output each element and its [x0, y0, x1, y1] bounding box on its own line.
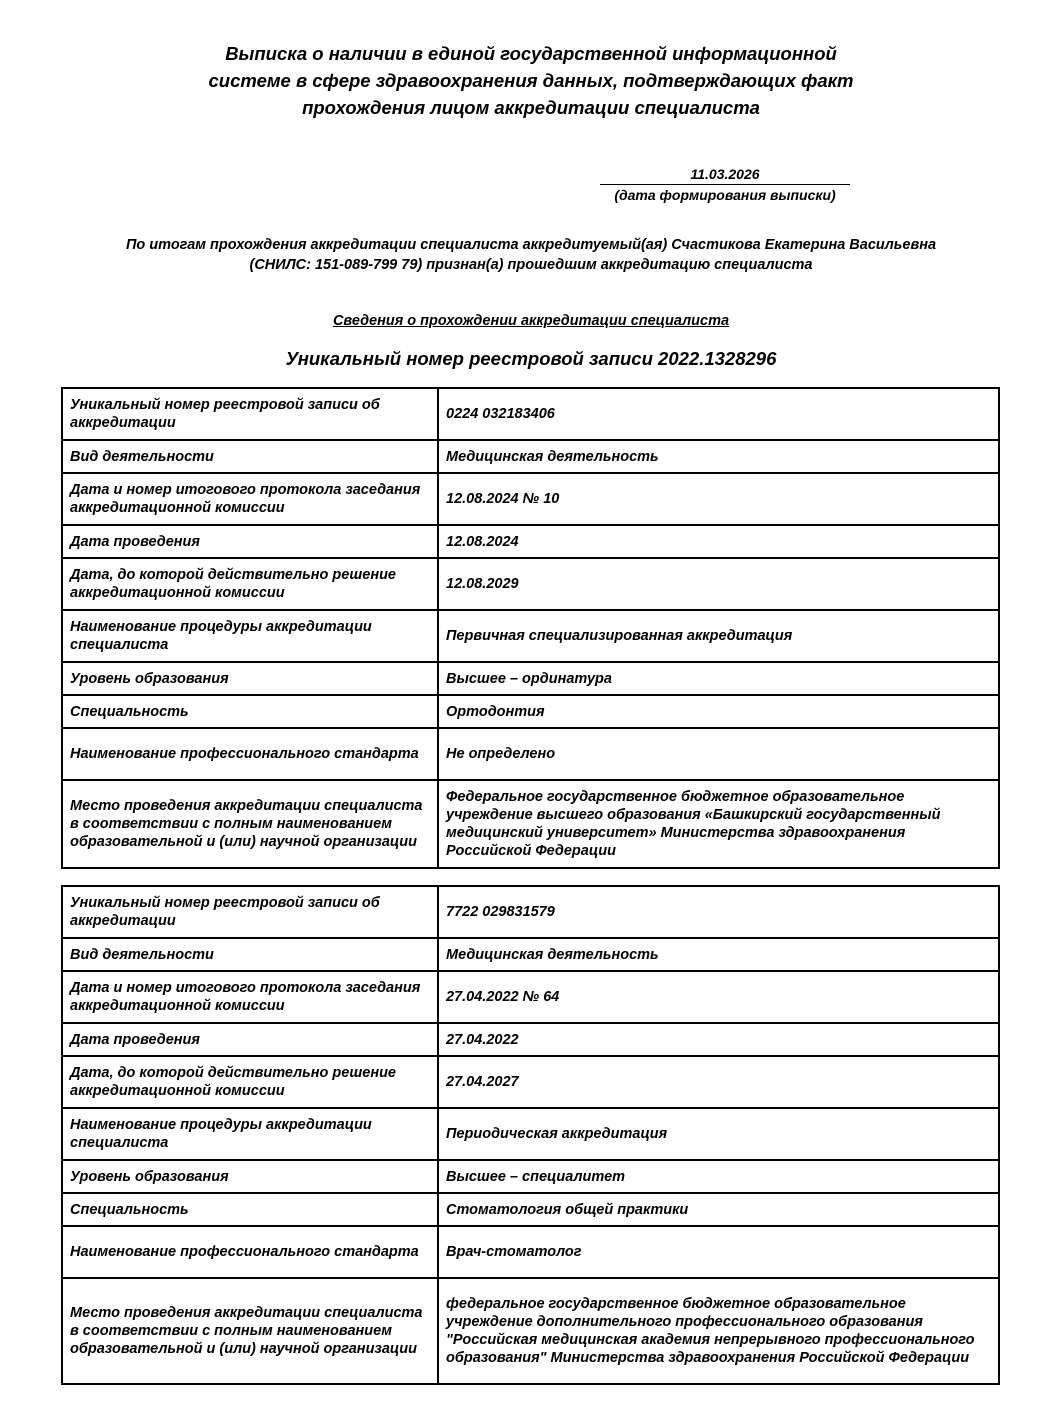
- table-row: [62, 473, 999, 525]
- intro-line: По итогам прохождения аккредитации специалиста аккредитуемый(ая) Счастикова Екатерина Васильевна: [125, 237, 937, 253]
- field-value: Высшее – специалитет: [438, 1160, 999, 1193]
- field-label: Вид деятельности: [62, 440, 438, 473]
- field-label: Дата, до которой действительно решение аккредитационной комиссии: [62, 1056, 438, 1108]
- field-value: Ортодонтия: [438, 695, 999, 728]
- title-line: Выписка о наличии в единой государственной информационной: [225, 43, 837, 64]
- field-label: Дата проведения: [62, 525, 438, 558]
- field-value: 7722 029831579: [438, 886, 999, 938]
- field-label: Наименование процедуры аккредитации специалиста: [62, 610, 438, 662]
- table-row: [62, 388, 999, 440]
- extract-date-block: [600, 164, 850, 205]
- field-label: Дата и номер итогового протокола заседания аккредитационной комиссии: [62, 971, 438, 1023]
- field-label: Вид деятельности: [62, 938, 438, 971]
- field-label: Специальность: [62, 695, 438, 728]
- table-row: [62, 728, 999, 780]
- field-value: Врач-стоматолог: [438, 1226, 999, 1278]
- field-value: Медицинская деятельность: [438, 440, 999, 473]
- extract-date: 11.03.2026: [600, 164, 850, 185]
- field-label: Наименование процедуры аккредитации специалиста: [62, 1108, 438, 1160]
- table-row: [62, 525, 999, 558]
- table-row: [62, 610, 999, 662]
- registry-number: Уникальный номер реестровой записи 2022.1328296: [285, 348, 777, 369]
- field-label: Уникальный номер реестровой записи об аккредитации: [62, 388, 438, 440]
- intro-paragraph: [40, 235, 1022, 275]
- table-row: [62, 558, 999, 610]
- field-label: Наименование профессионального стандарта: [62, 728, 438, 780]
- field-label: Место проведения аккредитации специалиста в соответствии с полным наименованием образовательной и (или) научной организации: [62, 780, 438, 868]
- accreditation-record-table: [61, 885, 1000, 1385]
- field-value: Высшее – ординатура: [438, 662, 999, 695]
- field-label: Место проведения аккредитации специалиста в соответствии с полным наименованием образовательной и (или) научной организации: [62, 1278, 438, 1384]
- accreditation-record-table: [61, 387, 1000, 869]
- table-row: [62, 1193, 999, 1226]
- field-label: Уровень образования: [62, 662, 438, 695]
- field-value: 12.08.2024: [438, 525, 999, 558]
- table-row: [62, 440, 999, 473]
- table-row: [62, 1108, 999, 1160]
- field-label: Уникальный номер реестровой записи об аккредитации: [62, 886, 438, 938]
- title-line: системе в сфере здравоохранения данных, подтверждающих факт: [208, 70, 854, 91]
- field-label: Дата, до которой действительно решение аккредитационной комиссии: [62, 558, 438, 610]
- field-value: 27.04.2027: [438, 1056, 999, 1108]
- field-label: Дата проведения: [62, 1023, 438, 1056]
- document-title: [0, 40, 1062, 121]
- table-row: [62, 780, 999, 868]
- table-row: [62, 938, 999, 971]
- field-label: Специальность: [62, 1193, 438, 1226]
- table-row: [62, 1023, 999, 1056]
- field-value: Стоматология общей практики: [438, 1193, 999, 1226]
- field-label: Дата и номер итогового протокола заседания аккредитационной комиссии: [62, 473, 438, 525]
- intro-line: (СНИЛС: 151-089-799 79) признан(а) прошедшим аккредитацию специалиста: [249, 257, 813, 273]
- field-value: Не определено: [438, 728, 999, 780]
- table-row: [62, 695, 999, 728]
- section-heading: Сведения о прохождении аккредитации специалиста: [332, 313, 730, 329]
- table-row: [62, 1278, 999, 1384]
- title-line: прохождения лицом аккредитации специалиста: [302, 97, 760, 118]
- field-value: 27.04.2022 № 64: [438, 971, 999, 1023]
- field-value: Периодическая аккредитация: [438, 1108, 999, 1160]
- field-value: 12.08.2024 № 10: [438, 473, 999, 525]
- field-value: 0224 032183406: [438, 388, 999, 440]
- table-row: [62, 1160, 999, 1193]
- table-row: [62, 1056, 999, 1108]
- field-label: Наименование профессионального стандарта: [62, 1226, 438, 1278]
- table-row: [62, 886, 999, 938]
- field-value: 12.08.2029: [438, 558, 999, 610]
- table-row: [62, 662, 999, 695]
- table-row: [62, 1226, 999, 1278]
- field-value: Первичная специализированная аккредитация: [438, 610, 999, 662]
- field-value: Федеральное государственное бюджетное образовательное учреждение высшего образования «Башкирский государственный медицинский университет» Министерства здравоохранения Российской Федерации: [438, 780, 999, 868]
- table-row: [62, 971, 999, 1023]
- field-value: федеральное государственное бюджетное образовательное учреждение дополнительного профессионального образования "Российская медицинская академия непрерывного профессионального образования" Министерства здравоохранения Российской Федерации: [438, 1278, 999, 1384]
- field-label: Уровень образования: [62, 1160, 438, 1193]
- extract-date-caption: (дата формирования выписки): [614, 187, 836, 203]
- field-value: Медицинская деятельность: [438, 938, 999, 971]
- field-value: 27.04.2022: [438, 1023, 999, 1056]
